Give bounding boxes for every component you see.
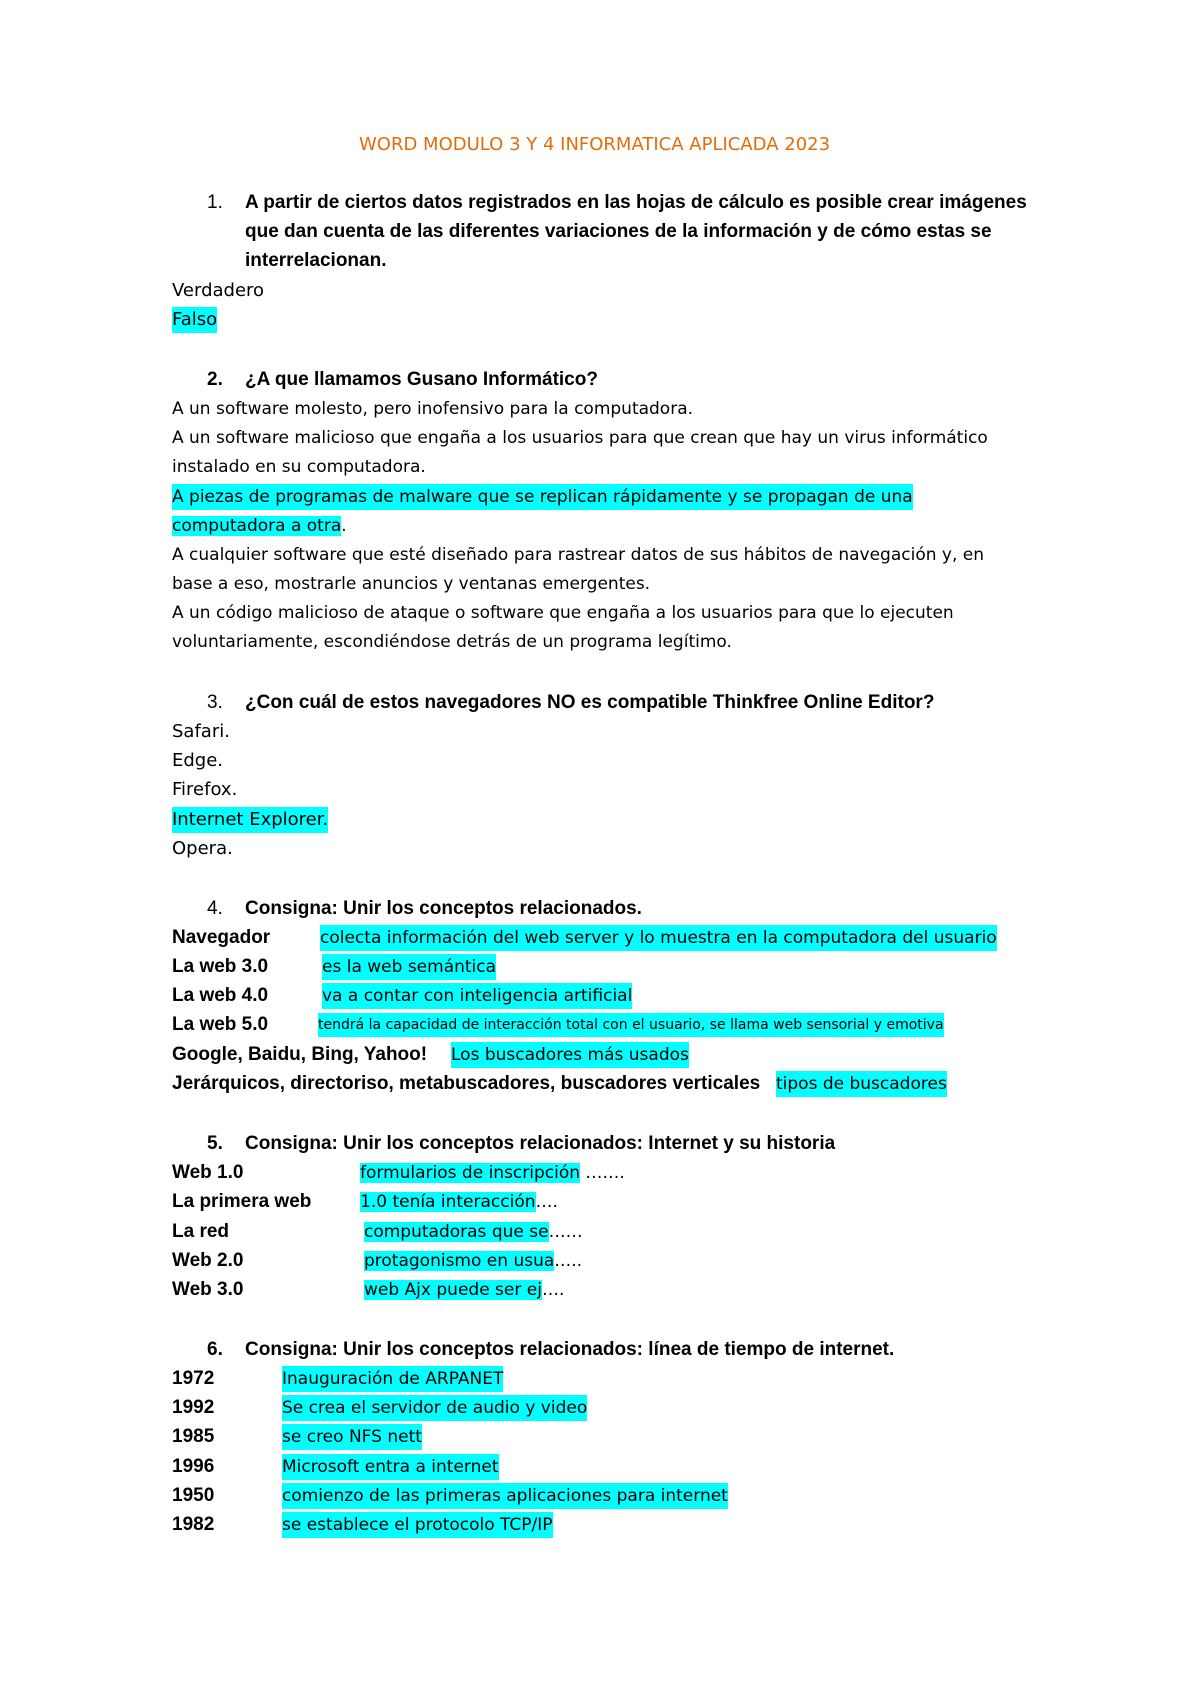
q4-term: La web 3.0	[172, 956, 269, 977]
q5-def-ellipsis: ….	[541, 1280, 565, 1300]
q2-line: A un software molesto, pero inofensivo para la computadora.	[172, 399, 694, 419]
q3-option-internet-explorer-highlighted: Internet Explorer.	[172, 807, 328, 833]
q4-definition: es la web semántica	[322, 954, 496, 980]
q1-text-line-2: que dan cuenta de las diferentes variaciones de la información y de cómo estas se	[245, 221, 992, 242]
q6-event: Microsoft entra a internet	[282, 1454, 499, 1480]
q6-text: Consigna: Unir los conceptos relacionados: línea de tiempo de internet.	[245, 1339, 895, 1360]
q2-answer-line-2	[172, 513, 347, 539]
q3-option-edge: Edge.	[172, 750, 224, 771]
q5-def-ellipsis: ….	[535, 1192, 558, 1212]
q6-event: se establece el protocolo TCP/IP	[282, 1512, 553, 1538]
q6-event: Se crea el servidor de audio y video	[282, 1395, 587, 1421]
q5-term: La primera web	[172, 1191, 312, 1212]
q6-event: comienzo de las primeras aplicaciones para internet	[282, 1483, 728, 1509]
q2-answer-line-1: A piezas de programas de malware que se replican rápidamente y se propagan de una	[172, 484, 913, 510]
q4-number: 4.	[207, 898, 223, 919]
q3-option-firefox: Firefox.	[172, 779, 238, 800]
q3-number: 3.	[207, 692, 223, 713]
q1-option-verdadero: Verdadero	[172, 280, 265, 301]
q5-number: 5.	[207, 1133, 223, 1154]
q6-number: 6.	[207, 1339, 223, 1360]
q1-number: 1.	[207, 192, 223, 213]
document-title: WORD MODULO 3 Y 4 INFORMATICA APLICADA 2023	[359, 134, 831, 155]
q5-def-ellipsis: …….	[580, 1163, 625, 1183]
q4-term: Navegador	[172, 927, 271, 948]
q1-option-falso-highlighted: Falso	[172, 307, 217, 333]
q5-term: La red	[172, 1221, 230, 1242]
q4-definition: colecta información del web server y lo muestra en la computadora del usuario	[320, 925, 997, 951]
q6-year: 1985	[172, 1426, 215, 1447]
q5-definition	[364, 1248, 582, 1274]
q6-year: 1996	[172, 1456, 215, 1477]
q5-term: Web 1.0	[172, 1162, 244, 1183]
q4-term: La web 5.0	[172, 1014, 269, 1035]
q4-definition: Los buscadores más usados	[451, 1042, 689, 1068]
q1-text-line-3: interrelacionan.	[245, 250, 387, 271]
q6-event: se creo NFS nett	[282, 1424, 422, 1450]
q4-term: Google, Baidu, Bing, Yahoo!	[172, 1044, 428, 1065]
q5-def-highlight: 1.0 tenía interacción	[360, 1192, 536, 1212]
q4-definition: va a contar con inteligencia artificial	[322, 983, 632, 1009]
q2-text: ¿A que llamamos Gusano Informático?	[245, 369, 598, 390]
q4-text: Consigna: Unir los conceptos relacionados.	[245, 898, 642, 919]
q2-answer-period: .	[341, 516, 347, 536]
q5-def-highlight: formularios de inscripción	[360, 1163, 581, 1183]
q2-answer-highlight: computadora a otra	[172, 516, 342, 536]
q6-year: 1950	[172, 1485, 215, 1506]
q2-line: instalado en su computadora.	[172, 457, 426, 477]
q2-line: A un código malicioso de ataque o software que engaña a los usuarios para que lo ejecuten	[172, 603, 954, 623]
q5-definition	[364, 1219, 583, 1245]
q2-line: A un software malicioso que engaña a los usuarios para que crean que hay un virus informático	[172, 428, 988, 448]
q3-text: ¿Con cuál de estos navegadores NO es compatible Thinkfree Online Editor?	[245, 692, 935, 713]
q5-def-ellipsis: …..	[554, 1251, 583, 1271]
q2-line: A cualquier software que esté diseñado para rastrear datos de sus hábitos de navegación y, en	[172, 545, 985, 565]
q6-year: 1982	[172, 1514, 215, 1535]
q6-event: Inauguración de ARPANET	[282, 1366, 503, 1392]
q5-def-highlight: web Ajx puede ser ej	[364, 1280, 542, 1300]
q5-term: Web 3.0	[172, 1279, 244, 1300]
q5-definition	[360, 1189, 558, 1215]
q4-definition: tendrá la capacidad de interacción total con el usuario, se llama web sensorial y emotiva	[318, 1013, 944, 1037]
q2-line: base a eso, mostrarle anuncios y ventanas emergentes.	[172, 574, 651, 594]
q5-definition	[360, 1160, 625, 1186]
q3-option-safari: Safari.	[172, 721, 230, 742]
q5-definition	[364, 1277, 564, 1303]
q3-option-opera: Opera.	[172, 838, 233, 859]
q4-definition: tipos de buscadores	[776, 1071, 947, 1097]
q5-def-ellipsis: ……	[548, 1222, 583, 1242]
q2-number: 2.	[207, 369, 223, 390]
q5-def-highlight: protagonismo en usua	[364, 1251, 555, 1271]
q5-text: Consigna: Unir los conceptos relacionados: Internet y su historia	[245, 1133, 836, 1154]
q1-text-line-1: A partir de ciertos datos registrados en las hojas de cálculo es posible crear imágenes	[245, 192, 1027, 213]
q5-term: Web 2.0	[172, 1250, 244, 1271]
q4-term: La web 4.0	[172, 985, 269, 1006]
q6-year: 1972	[172, 1368, 215, 1389]
q4-term: Jerárquicos, directoriso, metabuscadores, buscadores verticales	[172, 1073, 761, 1094]
q5-def-highlight: computadoras que se	[364, 1222, 549, 1242]
q6-year: 1992	[172, 1397, 215, 1418]
q2-line: voluntariamente, escondiéndose detrás de un programa legítimo.	[172, 632, 732, 652]
